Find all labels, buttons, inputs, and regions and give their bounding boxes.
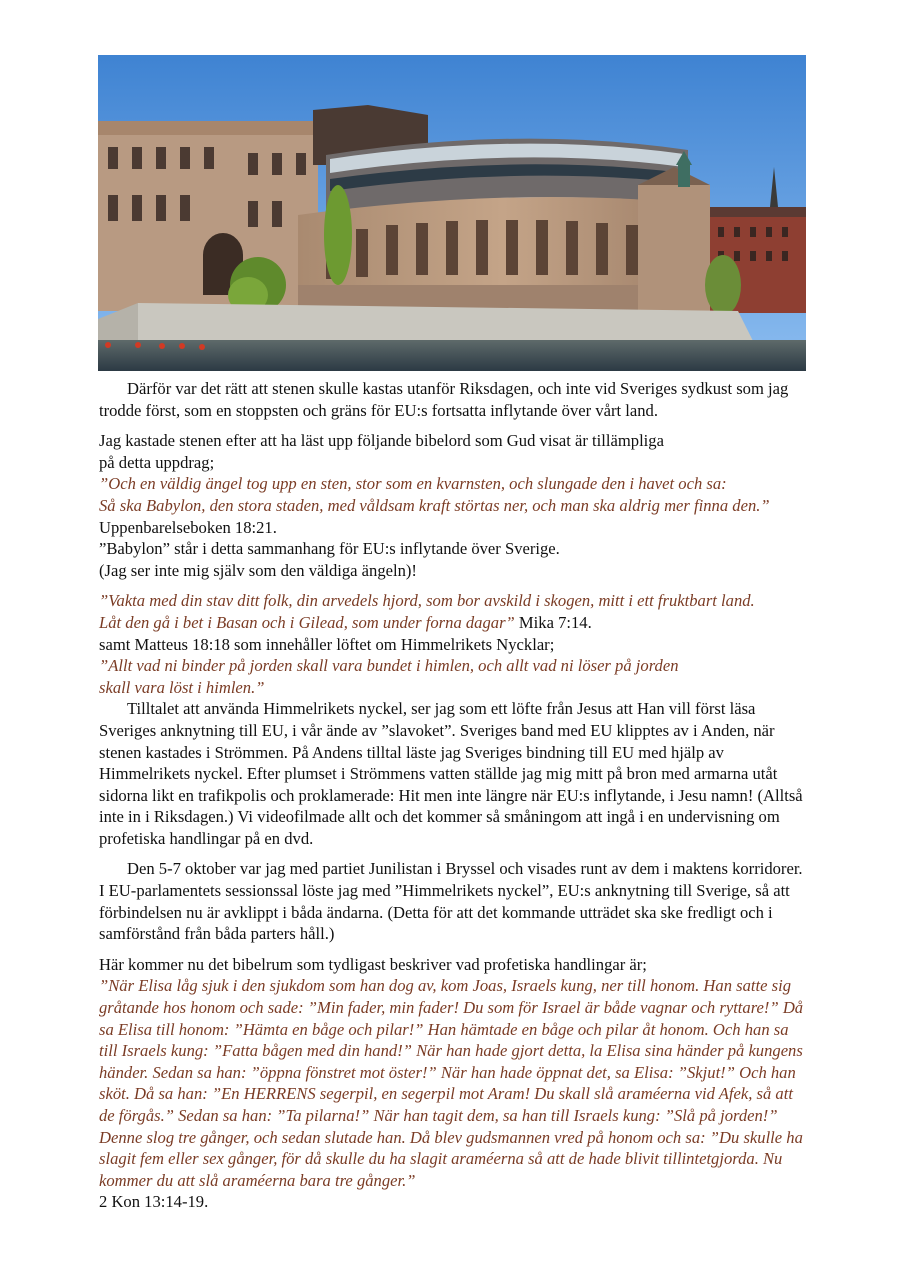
bible-reference: Mika 7:14.	[514, 612, 592, 632]
bible-quote: Så ska Babylon, den stora staden, med våldsam kraft störtas ner, och man ska aldrig mer finna den.”	[99, 495, 770, 515]
bible-quote: ”Och en väldig ängel tog upp en sten, stor som en kvarnsten, och slungade den i havet och sa:	[99, 474, 727, 494]
paragraph: Tilltalet att använda Himmelrikets nyckel, ser jag som ett löfte från Jesus att Han vill först läsa Sveriges anknytning till EU, i vår ände av ”slavoket”. Sveriges band med EU klipptes av i Anden, när stenen kastades i Strömmen. På Andens tilltal läste jag Sveriges bindning till EU med hjälp av Himmelrikets nyckel. Efter plumset i Strömmens vatten ställde jag mig mitt på bron med armarna utåt sidorna likt en trafikpolis och proklamerade: Hit men inte längre när EU:s inflytande, i Jesu namn! (Alltså inte in i Riksdagen.) Vi videofilmade allt och det kommer så småningom att ingå i en undervisning om profetiska handlingar på en dvd.	[99, 699, 803, 848]
riksdag-photo	[98, 55, 806, 371]
text-line: ”Babylon” står i detta sammanhang för EU:s inflytande över Sverige.	[99, 539, 560, 559]
text-line: samt Matteus 18:18 som innehåller löftet om Himmelrikets Nycklar;	[99, 634, 555, 654]
paragraph	[99, 430, 811, 581]
bible-quote: skall vara löst i himlen.”	[99, 677, 265, 697]
text-line: Här kommer nu det bibelrum som tydligast beskriver vad profetiska handlingar är;	[99, 954, 647, 974]
paragraph: Därför var det rätt att stenen skulle kastas utanför Riksdagen, och inte vid Sveriges sydkust som jag trodde först, som en stoppsten och gräns för EU:s fortsatta inflytande över vårt land.	[99, 379, 789, 420]
paragraph	[99, 590, 811, 698]
article-body	[99, 378, 811, 1213]
text-line: Jag kastade stenen efter att ha läst upp följande bibelord som Gud visat är tillämpliga	[99, 431, 664, 451]
bible-quote: ”När Elisa låg sjuk i den sjukdom som han dog av, kom Joas, Israels kung, ner till honom. Han satte sig gråtande hos honom och sade: ”Min fader, min fader! Du som för Israel är både vagnar och ryttare!” Då sa Elisa till honom: ”Hämta en båge och pilar!” Han hämtade en båge och pilar åt honom. Och han sa till Israels kung: ”Fatta bågen med din hand!” När han hade gjort detta, la Elisa sina händer på kungens händer. Sedan sa han: ”öppna fönstret mot öster!” När han hade öppnat det, sa Elisa: ”Skjut!” Och han sköt. Då sa han: ”En HERRENS segerpil, en segerpil mot Aram! Du skall slå araméerna vid Afek, så att de förgås.” Sedan sa han: ”Ta pilarna!” När han tagit dem, sa han till Israels kung: ”Slå på jorden!” Denne slog tre gånger, och sedan slutade han. Då blev gudsmannen vred på honom och sa: ”Du skulle ha slagit fem eller sex gånger, för då skulle du ha slagit araméerna så att de hade blivit tillintetgjorda. Nu kommer du att slå araméerna bara tre gånger.”	[99, 976, 804, 1190]
bible-reference: 2 Kon 13:14-19.	[99, 1192, 209, 1212]
text-line: på detta uppdrag;	[99, 452, 215, 472]
paragraph: Den 5-7 oktober var jag med partiet Junilistan i Bryssel och visades runt av dem i maktens korridorer. I EU-parlamentets sessionssal löste jag med ”Himmelrikets nyckel”, EU:s anknytning till Sverige, så att förbindelsen nu är avklippt i båda ändarna. (Detta för att det kommande utträdet ska ske fredligt och i samförstånd från båda parters håll.)	[99, 859, 803, 944]
paragraph	[99, 954, 811, 1213]
text-line: (Jag ser inte mig själv som den väldiga ängeln)!	[99, 560, 417, 580]
bible-quote: ”Vakta med din stav ditt folk, din arvedels hjord, som bor avskild i skogen, mitt i ett fruktbart land.	[99, 591, 755, 611]
bible-quote: Låt den gå i bet i Basan och i Gilead, som under forna dagar”	[99, 612, 515, 632]
bible-quote: ”Allt vad ni binder på jorden skall vara bundet i himlen, och allt vad ni löser på jorden	[99, 656, 679, 676]
bible-reference: Uppenbarelseboken 18:21.	[99, 517, 277, 537]
riksdag-illustration	[98, 55, 806, 371]
